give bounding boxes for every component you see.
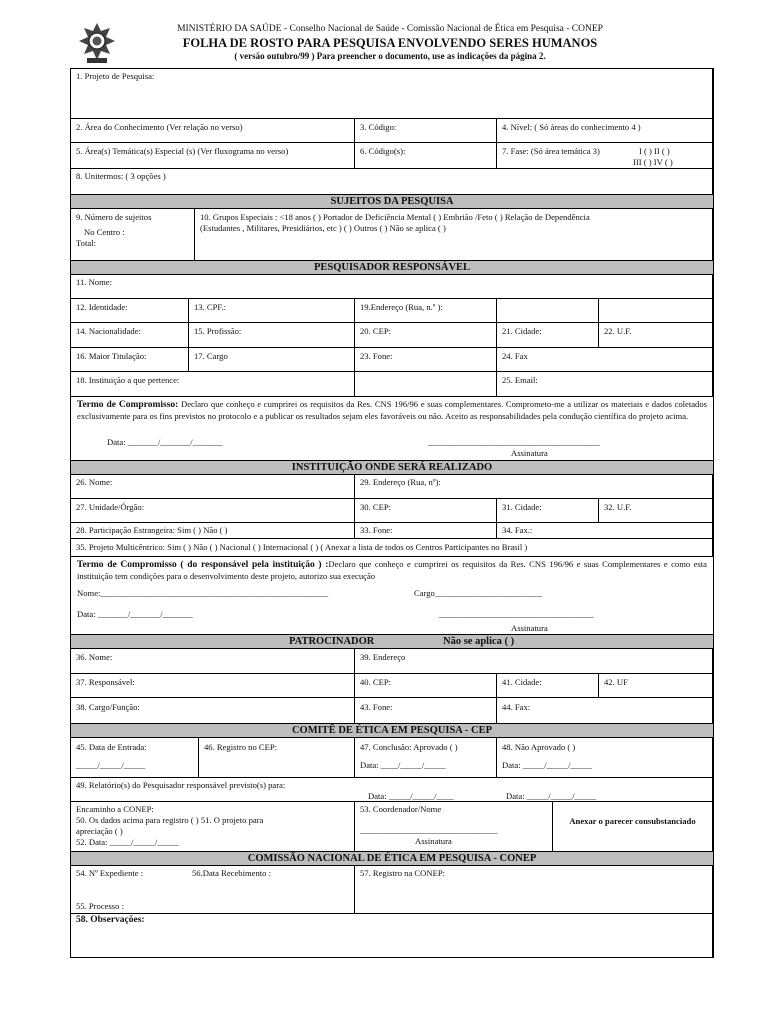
field-conclusao-aprovado[interactable]: [355, 738, 497, 778]
field-label: 37. Responsável:: [76, 677, 135, 687]
field-label: 5. Área(s) Temática(s) Especial (s) (Ver fluxograma no verso): [76, 146, 289, 156]
field-cargo[interactable]: [189, 348, 355, 372]
field-inst-cidade[interactable]: [497, 499, 599, 523]
field-label: 4. Nível: ( Só áreas do conhecimento 4 ): [502, 122, 641, 132]
field-label: 33. Fone:: [360, 525, 393, 535]
field-label: 43. Fone:: [360, 702, 393, 712]
field-label: 16. Maior Titulação:: [76, 351, 147, 361]
field-relatorios[interactable]: [71, 778, 713, 802]
field-profissao[interactable]: [189, 323, 355, 348]
signature-label: Assinatura: [511, 623, 548, 633]
field-label: 18. Instituição a que pertence:: [76, 375, 180, 385]
field-inst-cep[interactable]: [355, 499, 497, 523]
field-label: 28. Participação Estrangeira: Sim ( ) Não ( ): [76, 525, 228, 535]
field-label: 38. Cargo/Função:: [76, 702, 140, 712]
field-label: 36. Nome:: [76, 652, 113, 662]
section-cep: COMITÊ DE ÉTICA EM PESQUISA - CEP: [71, 724, 713, 738]
field-coordenador[interactable]: [355, 802, 553, 852]
field-patro-cep[interactable]: [355, 674, 497, 698]
field-responsavel[interactable]: [71, 674, 355, 698]
field-cidade[interactable]: [497, 323, 599, 348]
date-blank: _____/_____/_____: [76, 760, 146, 770]
field-label: 12. Identidade:: [76, 302, 128, 312]
grupos-line-2: (Estudantes , Militares, Presidiários, etc ) ( ) Outros ( ) Não se aplica ( ): [200, 223, 446, 233]
signature-label: Assinatura: [415, 836, 452, 846]
field-fase[interactable]: [497, 143, 713, 169]
termo-compromisso-instituicao: [71, 557, 713, 635]
field-nome[interactable]: [71, 275, 713, 299]
field-endereco-ext[interactable]: [497, 299, 599, 323]
page-title: FOLHA DE ROSTO PARA PESQUISA ENVOLVENDO SERES HUMANOS: [182, 36, 598, 50]
field-label: 19.Endereço (Rua, n.º ):: [360, 302, 443, 312]
termo-title: Termo de Compromisso:: [77, 400, 179, 410]
field-label: 8. Unitermos: ( 3 opções ): [76, 171, 166, 181]
field-label: 1. Projeto de Pesquisa:: [76, 71, 155, 81]
field-label: 47. Conclusão: Aprovado ( ): [360, 742, 458, 752]
field-label: 35. Projeto Multicêntrico: Sim ( ) Não ( ) Nacional ( ) Internacional ( ) ( Anexar a lista de todos os Centros Participantes no Brasil ): [76, 542, 528, 552]
field-identidade[interactable]: [71, 299, 189, 323]
field-label: 29. Endereço (Rua, nº):: [360, 477, 441, 487]
field-endereco[interactable]: [355, 299, 497, 323]
field-label: 2. Área do Conhecimento (Ver relação no verso): [76, 122, 243, 132]
field-label: 46. Registro no CEP:: [204, 742, 278, 752]
field-label: 42. UF: [604, 677, 628, 687]
field-codigos[interactable]: [355, 143, 497, 169]
field-label: 11. Nome:: [76, 277, 112, 287]
ministry-line: MINISTÉRIO DA SAÚDE - Conselho Nacional de Saúde - Comissão Nacional de Ética em Pesquisa - CONEP: [177, 24, 603, 34]
field-expediente[interactable]: [71, 866, 355, 914]
signature-line[interactable]: ________________________________________: [428, 437, 600, 447]
section-title: PATROCINADOR: [289, 636, 375, 647]
field-registro-cep[interactable]: [199, 738, 355, 778]
section-conep: COMISSÃO NACIONAL DE ÉTICA EM PESQUISA - CONEP: [71, 852, 713, 866]
field-label: 17. Cargo: [194, 351, 228, 361]
field-label: 22. U.F.: [604, 326, 632, 336]
cargo-field[interactable]: Cargo_________________________: [414, 588, 543, 598]
section-pesquisador: PESQUISADOR RESPONSÁVEL: [71, 261, 713, 275]
field-endereco-ext2[interactable]: [599, 299, 713, 323]
nao-se-aplica-checkbox[interactable]: Não se aplica ( ): [443, 636, 515, 647]
field-label: 15. Profissão:: [194, 326, 242, 336]
field-label: 39. Endereço: [360, 652, 406, 662]
checkbox-apreciacao-label: 51. O projeto para: [200, 815, 264, 825]
field-label: 40. CEP:: [360, 677, 392, 687]
field-label: 34. Fax.:: [502, 525, 533, 535]
grupos-line-1: 10. Grupos Especiais : <18 anos ( ) Portador de Deficiência Mental ( ) Embrião /Feto ( ) Relação de Dependência: [200, 212, 590, 222]
field-label-processo: 55. Processo :: [76, 901, 124, 911]
field-data-entrada[interactable]: [71, 738, 199, 778]
republic-seal-icon: [78, 22, 116, 64]
field-area-conhecimento[interactable]: [71, 119, 355, 143]
section-instituicao: INSTITUIÇÃO ONDE SERÁ REALIZADO: [71, 461, 713, 475]
field-inst-fax[interactable]: [497, 523, 713, 539]
field-label-expediente: 54. Nº Expediente :: [76, 868, 144, 878]
field-label-centro: No Centro :: [84, 227, 125, 237]
field-label: 23. Fone:: [360, 351, 393, 361]
field-label: 20. CEP:: [360, 326, 392, 336]
nome-field[interactable]: Nome:_____________________________________________________: [77, 588, 329, 598]
field-patro-fax[interactable]: [497, 698, 713, 724]
anexar-parecer-note: Anexar o parecer consubstanciado: [553, 802, 713, 852]
field-label: 27. Unidade/Órgão:: [76, 502, 145, 512]
field-label: 21. Cidade:: [502, 326, 542, 336]
field-fone[interactable]: [355, 348, 497, 372]
field-nao-aprovado[interactable]: [497, 738, 713, 778]
field-label: 9. Número de sujeitos: [76, 212, 152, 222]
field-inst-endereco[interactable]: [355, 475, 713, 499]
termo-title: Termo de Compromisso ( do responsável pela instituição ) :: [77, 560, 329, 570]
field-label: 58. Observações:: [76, 915, 145, 925]
field-cargo-funcao[interactable]: [71, 698, 355, 724]
field-cpf[interactable]: [189, 299, 355, 323]
checkbox-registro[interactable]: 50. Os dados acima para registro ( ): [76, 815, 199, 825]
field-patro-nome[interactable]: [71, 649, 355, 674]
field-area-tematica[interactable]: [71, 143, 355, 169]
field-label: 41. Cidade:: [502, 677, 542, 687]
field-label: 53. Coordenador/Nome: [360, 804, 442, 814]
field-label: 30. CEP:: [360, 502, 392, 512]
field-cep[interactable]: [355, 323, 497, 348]
field-codigo[interactable]: [355, 119, 497, 143]
field-multicentrico[interactable]: [71, 539, 713, 557]
field-label-total: Total:: [76, 238, 96, 248]
field-encaminho[interactable]: [71, 802, 355, 852]
date-blank: Data: _____/_____/_____: [502, 760, 592, 770]
signature-line[interactable]: ________________________________: [360, 825, 498, 835]
field-label: 26. Nome:: [76, 477, 113, 487]
termo-text: Declaro que conheço e cumprirei os requisitos da Res. CNS 196/96 e suas Complementares e como esta instituição tem condições para o desenvolvimento deste projeto, autorizo sua execução: [77, 559, 707, 581]
field-patro-endereco[interactable]: [355, 649, 713, 674]
field-nacionalidade[interactable]: [71, 323, 189, 348]
field-titulacao[interactable]: [71, 348, 189, 372]
field-numero-sujeitos[interactable]: [71, 209, 195, 261]
field-label: 3. Código:: [360, 122, 397, 132]
field-instituicao-ext[interactable]: [355, 372, 497, 397]
termo-text: Declaro que conheço e cumprirei os requisitos da Res. CNS 196/96 e suas complementares. Comprometo-me a utilizar os materiais e dados coletados exclusivamente para os fins previstos no protocolo e a publicar os resultados sejam eles favoráveis ou não. Aceito as responsabilidades pela condução científica do projeto acima.: [77, 399, 707, 421]
signature-line[interactable]: ____________________________________: [439, 609, 594, 619]
field-label: 32. U.F.: [604, 502, 632, 512]
field-inst-nome[interactable]: [71, 475, 355, 499]
field-patro-cidade[interactable]: [497, 674, 599, 698]
termo-compromisso-pesquisador: [71, 397, 713, 461]
field-unitermos[interactable]: [71, 169, 713, 195]
page-subtitle: ( versão outubro/99 ) Para preencher o documento, use as indicações da página 2.: [234, 51, 546, 61]
checkbox-apreciacao[interactable]: apreciação ( ): [76, 826, 123, 836]
field-label: 6. Código(s):: [360, 146, 406, 156]
field-label: 31. Cidade:: [502, 502, 542, 512]
field-inst-uf[interactable]: [599, 499, 713, 523]
field-grupos-especiais[interactable]: [195, 209, 713, 261]
field-label: 49. Relatório(s) do Pesquisador responsável previsto(s) para:: [76, 780, 286, 790]
field-nivel[interactable]: [497, 119, 713, 143]
fase-options-1[interactable]: I ( ) II ( ): [639, 146, 670, 156]
field-uf[interactable]: [599, 323, 713, 348]
date-blank-1[interactable]: Data: _____/_____/____: [368, 791, 454, 801]
field-label: 13. CPF.:: [194, 302, 227, 312]
field-participacao-estrangeira[interactable]: [71, 523, 355, 539]
field-patro-uf[interactable]: [599, 674, 713, 698]
field-label: Encaminho a CONEP:: [76, 804, 154, 814]
field-projeto[interactable]: [71, 69, 713, 119]
field-fax[interactable]: [497, 348, 713, 372]
field-observacoes[interactable]: [71, 914, 713, 957]
signature-label: Assinatura: [511, 448, 548, 458]
field-label: 24. Fax: [502, 351, 528, 361]
field-unidade[interactable]: [71, 499, 355, 523]
field-label: 7. Fase: (Só área temática 3): [502, 146, 600, 156]
field-inst-fone[interactable]: [355, 523, 497, 539]
termo-date-field[interactable]: Data: _______/_______/_______: [107, 437, 223, 447]
date-blank: Data: ____/_____/_____: [360, 760, 446, 770]
fase-options-2[interactable]: III ( ) IV ( ): [633, 157, 673, 167]
field-label-recebimento: 56.Data Recebimento :: [192, 868, 271, 878]
field-instituicao[interactable]: [71, 372, 355, 397]
field-label: 25. Email:: [502, 375, 538, 385]
field-label: 44. Fax:: [502, 702, 531, 712]
field-label: 48. Não Aprovado ( ): [502, 742, 576, 752]
field-label: 57. Registro na CONEP:: [360, 868, 445, 878]
date-blank-2[interactable]: Data: _____/_____/_____: [506, 791, 596, 801]
form: [70, 68, 714, 958]
termo-date-field[interactable]: Data: _______/_______/_______: [77, 609, 193, 619]
date-field[interactable]: 52. Data: _____/_____/_____: [76, 837, 179, 847]
field-registro-conep[interactable]: [355, 866, 713, 914]
field-email[interactable]: [497, 372, 713, 397]
section-patrocinador: [71, 635, 713, 649]
field-label: 14. Nacionalidade:: [76, 326, 141, 336]
field-label: 45. Data de Entrada:: [76, 742, 147, 752]
field-patro-fone[interactable]: [355, 698, 497, 724]
section-sujeitos: SUJEITOS DA PESQUISA: [71, 195, 713, 209]
